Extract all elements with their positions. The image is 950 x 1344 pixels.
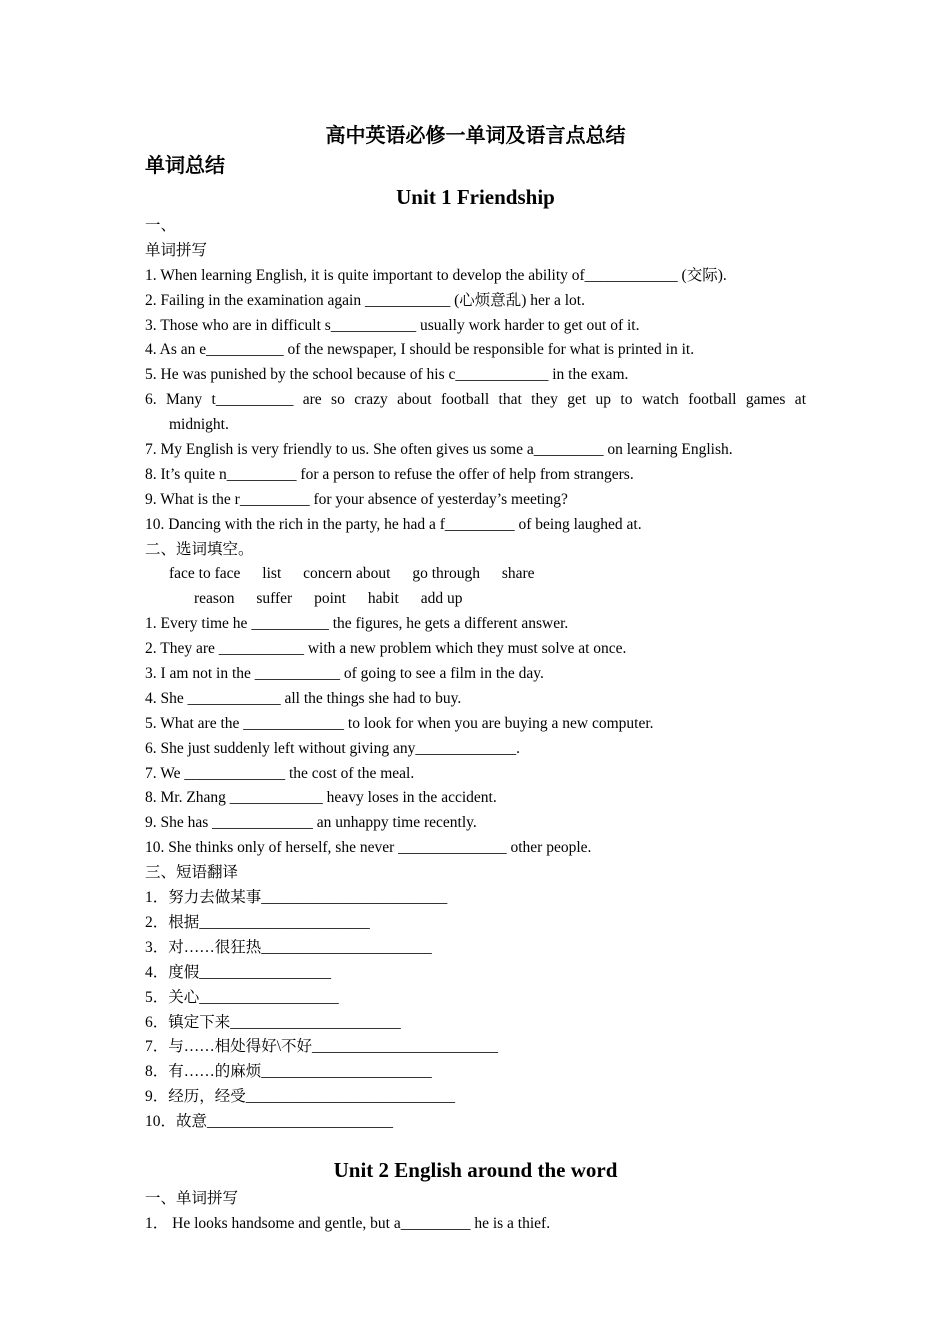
spelling-item: 10. Dancing with the rich in the party, he had a f_________ of being laughed at. xyxy=(145,515,642,533)
unit1-part1-label: 单词拼写 xyxy=(145,241,208,259)
word-bank-item: go through xyxy=(412,565,480,583)
phrase-item: 2．根据______________________ xyxy=(145,913,370,931)
word-bank-item: face to face xyxy=(169,565,241,583)
unit1-part3-label: 三、短语翻译 xyxy=(145,864,239,882)
word-bank-item: share xyxy=(501,565,535,583)
unit1-part1-number: 一、 xyxy=(145,217,177,234)
word-bank-row-2 xyxy=(145,587,806,612)
word-bank-item: suffer xyxy=(256,590,293,608)
word-bank-item: reason xyxy=(194,590,235,608)
phrase-item: 8．有……的麻烦______________________ xyxy=(145,1063,432,1081)
unit1-part2-label: 二、选词填空。 xyxy=(145,540,254,558)
fill-item: 5. What are the _____________ to look for when you are buying a new computer. xyxy=(145,714,654,732)
word-bank-item: list xyxy=(262,565,282,583)
phrase-item: 6．镇定下来______________________ xyxy=(145,1013,401,1031)
spelling-item: 4. As an e__________ of the newspaper, I should be responsible for what is printed in it. xyxy=(145,341,695,359)
word-bank-item: point xyxy=(314,590,346,608)
fill-item: 2. They are ___________ with a new problem which they must solve at once. xyxy=(145,640,627,658)
spelling-item: 6. Many t__________ are so crazy about football that they get up to watch football games at xyxy=(145,391,806,409)
section-title: 单词总结 xyxy=(145,155,225,177)
fill-item: 4. She ____________ all the things she had to buy. xyxy=(145,689,462,707)
fill-item: 6. She just suddenly left without giving any_____________. xyxy=(145,739,520,757)
spelling-item: 7. My English is very friendly to us. She often gives us some a_________ on learning English. xyxy=(145,441,733,459)
fill-item: 1. Every time he __________ the figures, he gets a different answer. xyxy=(145,615,569,633)
spelling-item: 1. When learning English, it is quite important to develop the ability of____________ (交际). xyxy=(145,266,727,284)
phrase-item: 3．对……很狂热______________________ xyxy=(145,938,432,956)
fill-item: 7. We _____________ the cost of the meal. xyxy=(145,764,415,782)
word-bank-item: add up xyxy=(420,590,463,608)
fill-item: 10. She thinks only of herself, she never ______________ other people. xyxy=(145,839,592,857)
phrase-item: 7．与……相处得好\不好________________________ xyxy=(145,1038,499,1056)
spelling-item: 9. What is the r_________ for your absence of yesterday’s meeting? xyxy=(145,490,568,508)
phrase-item: 9．经历，经受___________________________ xyxy=(145,1088,456,1106)
phrase-item: 4．度假_________________ xyxy=(145,963,332,981)
fill-item: 8. Mr. Zhang ____________ heavy loses in the accident. xyxy=(145,789,497,807)
word-bank-item: concern about xyxy=(303,565,391,583)
spelling-item-continuation: midnight. xyxy=(169,416,229,434)
document-page xyxy=(145,120,806,1237)
fill-item: 9. She has _____________ an unhappy time recently. xyxy=(145,814,477,832)
word-bank-row-1 xyxy=(145,562,806,587)
spelling-item: 1． He looks handsome and gentle, but a_________ he is a thief. xyxy=(145,1214,551,1232)
fill-item: 3. I am not in the ___________ of going to see a film in the day. xyxy=(145,665,544,683)
spelling-item: 8. It’s quite n_________ for a person to refuse the offer of help from strangers. xyxy=(145,465,634,483)
spelling-item: 3. Those who are in difficult s___________ usually work harder to get out of it. xyxy=(145,316,640,334)
phrase-item: 10．故意________________________ xyxy=(145,1113,394,1131)
phrase-item: 1．努力去做某事________________________ xyxy=(145,889,448,907)
document-title: 高中英语必修一单词及语言点总结 xyxy=(325,125,626,147)
unit2-part1-label: 一、单词拼写 xyxy=(145,1189,239,1207)
unit2-title: Unit 2 English around the word xyxy=(333,1157,618,1182)
unit1-title: Unit 1 Friendship xyxy=(396,185,555,209)
spelling-item: 2. Failing in the examination again ___________ (心烦意乱) her a lot. xyxy=(145,291,585,309)
word-bank-item: habit xyxy=(367,590,399,608)
spelling-item: 5. He was punished by the school because of his c____________ in the exam. xyxy=(145,366,629,384)
phrase-item: 5．关心__________________ xyxy=(145,988,339,1006)
